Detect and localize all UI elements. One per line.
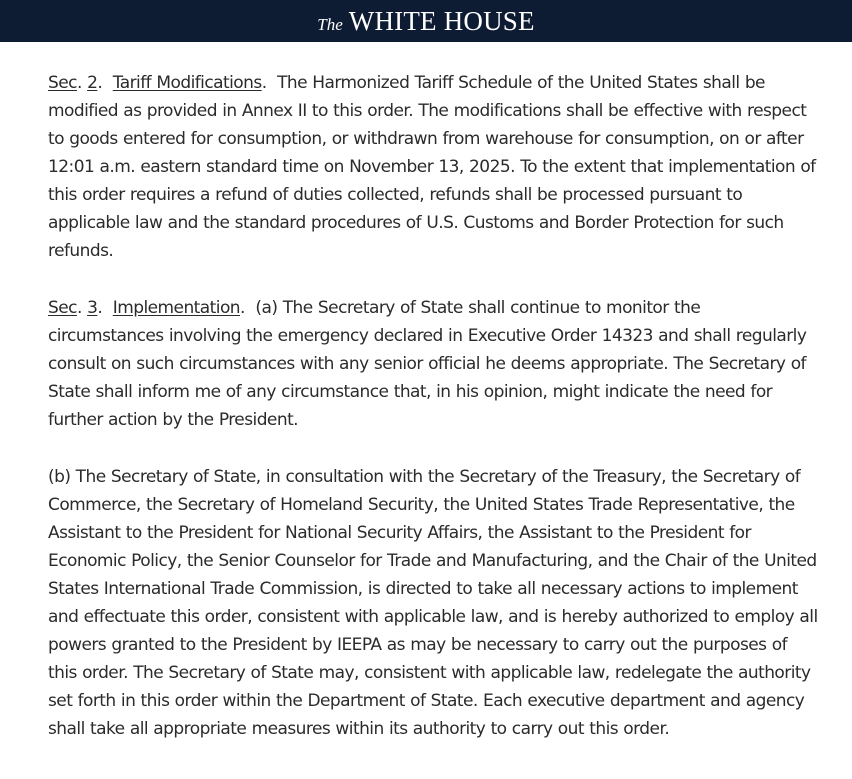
section-2-number: 2 — [87, 73, 98, 93]
section-3-paragraph — [48, 294, 818, 434]
order-body — [48, 69, 818, 772]
section-3b-paragraph — [48, 463, 818, 743]
section-3b-body: (b) The Secretary of State, in consultation with the Secretary of the Treasury, the Secretary of Commerce, the Secretary of Homeland Security, the United States Trade Representative, the Assistant to the President for National Security Affairs, the Assistant to the President for Economic Policy, the Senior Counselor for Trade and Manufacturing, and the Chair of the United States International Trade Commission, is directed to take all necessary actions to implement and effectuate this order, consistent with applicable law, and is hereby authorized to employ all powers granted to the President by IEEPA as may be necessary to carry out the purposes of this order. The Secretary of State may, consistent with applicable law, redelegate the authority set forth in this order within the Department of State. Each executive department and agency shall take all appropriate measures within its authority to carry out this order. — [48, 467, 818, 739]
section-2-body: The Harmonized Tariff Schedule of the United States shall be modified as provided in Annex II to this order. The modifications shall be effective with respect to goods entered for consumption, or withdrawn from warehouse for consumption, on or after 12:01 a.m. eastern standard time on November 13, 2025. To the extent that implementation of this order requires a refund of duties collected, refunds shall be processed pursuant to applicable law and the standard procedures of U.S. Customs and Border Protection for such refunds. — [48, 73, 816, 261]
section-2-paragraph — [48, 69, 818, 265]
white-house-logo[interactable] — [317, 6, 534, 37]
section-2-label-dot: . — [76, 73, 82, 93]
section-2-label-word: Sec — [48, 73, 77, 93]
section-2-heading-period: . — [261, 73, 267, 93]
logo-main-text: WHITE HOUSE — [348, 5, 535, 36]
section-3-label-word: Sec — [48, 298, 77, 318]
logo-the-text: The — [317, 14, 343, 34]
section-3-heading: Implementation — [112, 298, 241, 318]
section-3-label-dot: . — [76, 298, 82, 318]
site-header — [0, 0, 852, 42]
section-2-heading: Tariff Modifications — [112, 73, 262, 93]
section-3-heading-period: . — [240, 298, 245, 318]
section-3-number-period: . — [97, 298, 103, 318]
section-3-number: 3 — [87, 298, 98, 318]
section-3a-body: (a) The Secretary of State shall continue to monitor the circumstances involving the emergency declared in Executive Order 14323 and shall regularly consult on such circumstances with any senior official he deems appropriate. The Secretary of State shall inform me of any circumstance that, in his opinion, might indicate the need for further action by the President. — [48, 298, 807, 430]
section-2-number-period: . — [97, 73, 103, 93]
